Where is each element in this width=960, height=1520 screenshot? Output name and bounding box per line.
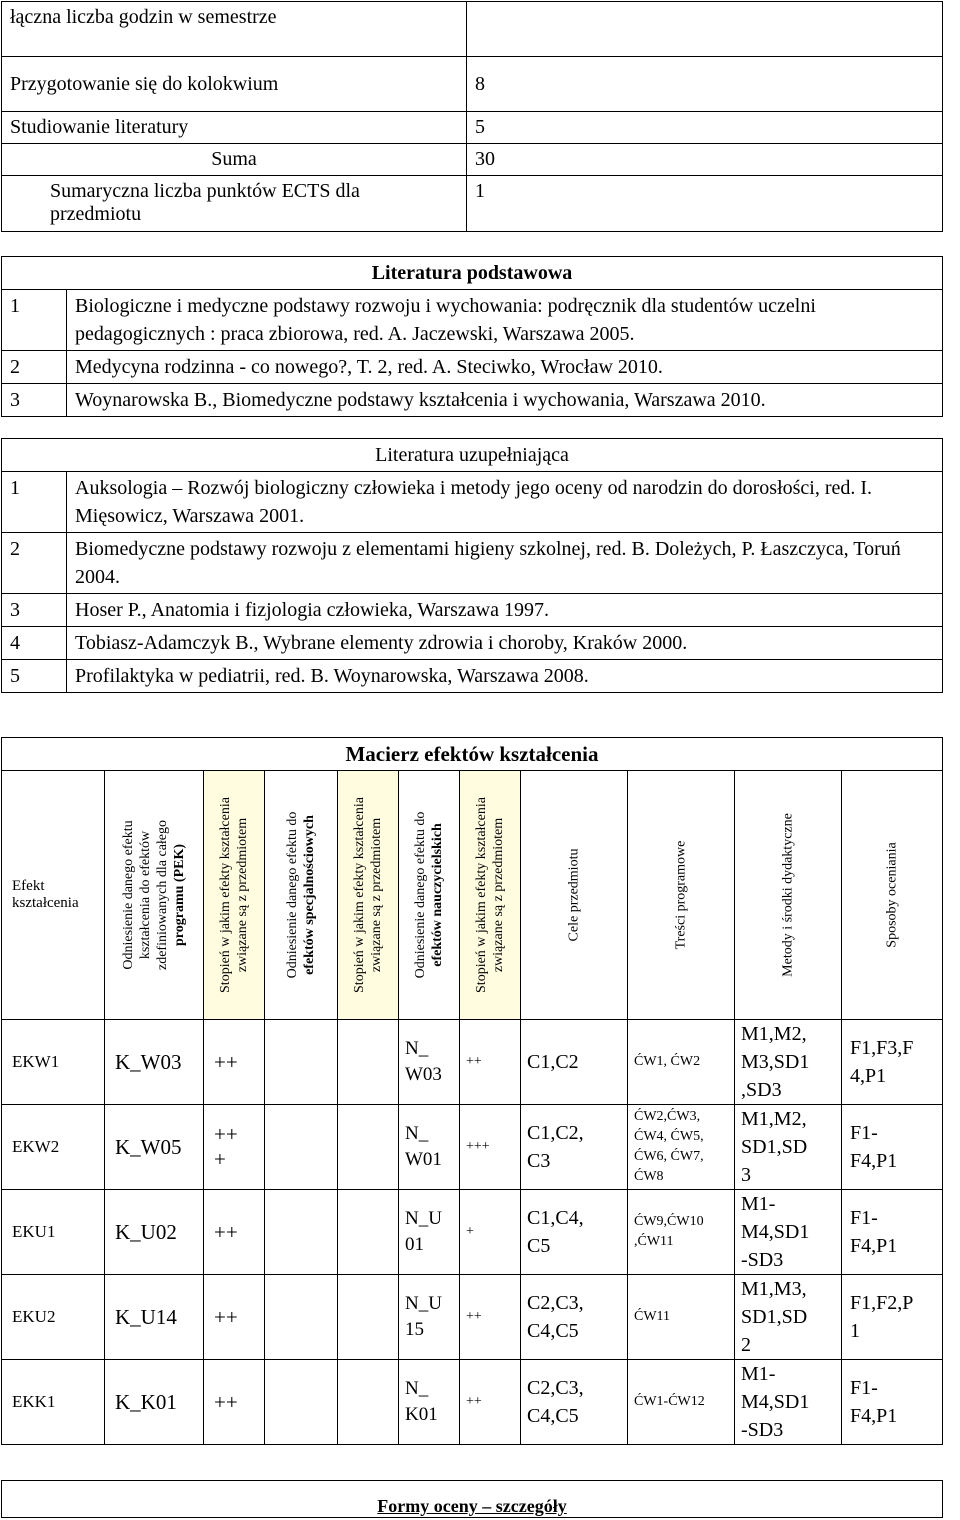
matrix-cell-goals: C2,C3, C4,C5 (521, 1360, 628, 1445)
matrix-cell-assess: F1- F4,P1 (842, 1360, 943, 1445)
matrix-cell-methods: M1,M3, SD1,SD 2 (735, 1275, 842, 1360)
lit-text: Auksologia – Rozwój biologiczny człowieka i metody jego oceny od narodzin do dorosłości, red. I. Mięsowicz, Warszawa 2001. (67, 472, 943, 533)
header-methods: Metody i środki dydaktyczne (735, 771, 842, 1020)
matrix-cell-deg1: ++ + (204, 1105, 265, 1190)
lit-num: 2 (2, 533, 67, 594)
matrix-cell-content: ĆW11 (628, 1275, 735, 1360)
matrix-cell-effect: EKK1 (2, 1360, 105, 1445)
matrix-row (2, 1360, 943, 1445)
hours-table (1, 1, 943, 232)
matrix-cell-assess: F1,F3,F 4,P1 (842, 1020, 943, 1105)
matrix-cell-methods: M1,M2, SD1,SD 3 (735, 1105, 842, 1190)
hours-value (467, 2, 943, 57)
hours-label: Przygotowanie się do kolokwium (2, 57, 467, 112)
matrix-cell-deg3: + (460, 1190, 521, 1275)
hours-label: Studiowanie literatury (2, 112, 467, 144)
lit-text: Medycyna rodzinna - co nowego?, T. 2, red. A. Steciwko, Wrocław 2010. (67, 351, 943, 384)
header-degree-1: Stopień w jakim efekty kształcenia związane są z przedmiotem (204, 771, 265, 1020)
lit-text: Profilaktyka w pediatrii, red. B. Woynarowska, Warszawa 2008. (67, 660, 943, 693)
matrix-cell-teach: N_U 15 (399, 1275, 460, 1360)
matrix-cell-deg2 (338, 1105, 399, 1190)
matrix-cell-content: ĆW2,ĆW3, ĆW4, ĆW5, ĆW6, ĆW7, ĆW8 (628, 1105, 735, 1190)
matrix-cell-goals: C2,C3, C4,C5 (521, 1275, 628, 1360)
lit-text: Tobiasz-Adamczyk B., Wybrane elementy zdrowia i choroby, Kraków 2000. (67, 627, 943, 660)
matrix-cell-pek: K_K01 (105, 1360, 204, 1445)
matrix-cell-effect: EKW1 (2, 1020, 105, 1105)
literature-extra-table (1, 438, 943, 693)
matrix-row (2, 1105, 943, 1190)
forms-title: Formy oceny – szczegóły (2, 1481, 943, 1518)
lit-num: 1 (2, 472, 67, 533)
lit-text: Biologiczne i medyczne podstawy rozwoju i wychowania: podręcznik dla studentów uczelni pedagogicznych : praca zbiorowa, red. A. Jaczewski, Warszawa 2005. (67, 290, 943, 351)
hours-value: 1 (467, 176, 943, 232)
matrix-cell-assess: F1- F4,P1 (842, 1190, 943, 1275)
matrix-cell-pek: K_U02 (105, 1190, 204, 1275)
hours-label: łączna liczba godzin w semestrze (2, 2, 467, 57)
matrix-cell-goals: C1,C2 (521, 1020, 628, 1105)
matrix-cell-goals: C1,C2, C3 (521, 1105, 628, 1190)
lit-num: 5 (2, 660, 67, 693)
lit-text: Woynarowska B., Biomedyczne podstawy kształcenia i wychowania, Warszawa 2010. (67, 384, 943, 417)
lit-text: Hoser P., Anatomia i fizjologia człowieka, Warszawa 1997. (67, 594, 943, 627)
matrix-cell-assess: F1,F2,P 1 (842, 1275, 943, 1360)
literature-basic-table (1, 256, 943, 417)
matrix-cell-effect: EKW2 (2, 1105, 105, 1190)
matrix-cell-deg3: ++ (460, 1360, 521, 1445)
matrix-row (2, 1190, 943, 1275)
hours-value: 5 (467, 112, 943, 144)
matrix-cell-pek: K_W03 (105, 1020, 204, 1105)
matrix-cell-methods: M1,M2, M3,SD1 ,SD3 (735, 1020, 842, 1105)
hours-value: 8 (467, 57, 943, 112)
matrix-cell-deg1: ++ (204, 1020, 265, 1105)
matrix-cell-deg2 (338, 1020, 399, 1105)
matrix-cell-deg3: ++ (460, 1020, 521, 1105)
matrix-cell-effect: EKU1 (2, 1190, 105, 1275)
header-pek: Odniesienie danego efektu kształcenia do efektów zdefiniowanych dla całego programu (PEK) (105, 771, 204, 1020)
header-content: Treści programowe (628, 771, 735, 1020)
lit-num: 1 (2, 290, 67, 351)
matrix-cell-spec (265, 1275, 338, 1360)
literature-extra-title: Literatura uzupełniająca (2, 439, 943, 472)
hours-label: Suma (2, 144, 467, 176)
matrix-cell-content: ĆW1, ĆW2 (628, 1020, 735, 1105)
lit-num: 3 (2, 384, 67, 417)
lit-num: 3 (2, 594, 67, 627)
hours-label: Sumaryczna liczba punktów ECTS dla przedmiotu (2, 176, 467, 232)
matrix-title: Macierz efektów kształcenia (2, 738, 943, 771)
matrix-cell-pek: K_W05 (105, 1105, 204, 1190)
matrix-cell-content: ĆW9,ĆW10 ,ĆW11 (628, 1190, 735, 1275)
matrix-cell-content: ĆW1-ĆW12 (628, 1360, 735, 1445)
lit-text: Biomedyczne podstawy rozwoju z elementami higieny szkolnej, red. B. Doleżych, P. Łaszczyca, Toruń 2004. (67, 533, 943, 594)
header-teacher: Odniesienie danego efektu do efektów nauczycielskich (399, 771, 460, 1020)
matrix-cell-deg1: ++ (204, 1275, 265, 1360)
matrix-cell-spec (265, 1190, 338, 1275)
matrix-row (2, 1020, 943, 1105)
lit-num: 4 (2, 627, 67, 660)
matrix-cell-teach: N_ W03 (399, 1020, 460, 1105)
matrix-cell-deg2 (338, 1190, 399, 1275)
matrix-cell-teach: N_ W01 (399, 1105, 460, 1190)
matrix-cell-teach: N_ K01 (399, 1360, 460, 1445)
matrix-cell-spec (265, 1360, 338, 1445)
matrix-cell-spec (265, 1105, 338, 1190)
header-assessment: Sposoby oceniania (842, 771, 943, 1020)
matrix-cell-deg2 (338, 1275, 399, 1360)
effects-matrix-table (1, 737, 943, 1445)
matrix-cell-spec (265, 1020, 338, 1105)
hours-value: 30 (467, 144, 943, 176)
header-specialty: Odniesienie danego efektu do efektów specjalnościowych (265, 771, 338, 1020)
literature-basic-title: Literatura podstawowa (2, 257, 943, 290)
forms-table (1, 1480, 943, 1518)
matrix-cell-pek: K_U14 (105, 1275, 204, 1360)
matrix-cell-deg3: +++ (460, 1105, 521, 1190)
matrix-cell-methods: M1- M4,SD1 -SD3 (735, 1190, 842, 1275)
header-effect: Efekt kształcenia (2, 771, 105, 1020)
matrix-cell-deg3: ++ (460, 1275, 521, 1360)
matrix-cell-deg2 (338, 1360, 399, 1445)
lit-num: 2 (2, 351, 67, 384)
matrix-row (2, 1275, 943, 1360)
matrix-cell-goals: C1,C4, C5 (521, 1190, 628, 1275)
matrix-cell-teach: N_U 01 (399, 1190, 460, 1275)
matrix-cell-effect: EKU2 (2, 1275, 105, 1360)
matrix-cell-deg1: ++ (204, 1190, 265, 1275)
matrix-cell-methods: M1- M4,SD1 -SD3 (735, 1360, 842, 1445)
header-goals: Cele przedmiotu (521, 771, 628, 1020)
header-degree-2: Stopień w jakim efekty kształcenia związane są z przedmiotem (338, 771, 399, 1020)
matrix-cell-assess: F1- F4,P1 (842, 1105, 943, 1190)
matrix-cell-deg1: ++ (204, 1360, 265, 1445)
header-degree-3: Stopień w jakim efekty kształcenia związane są z przedmiotem (460, 771, 521, 1020)
